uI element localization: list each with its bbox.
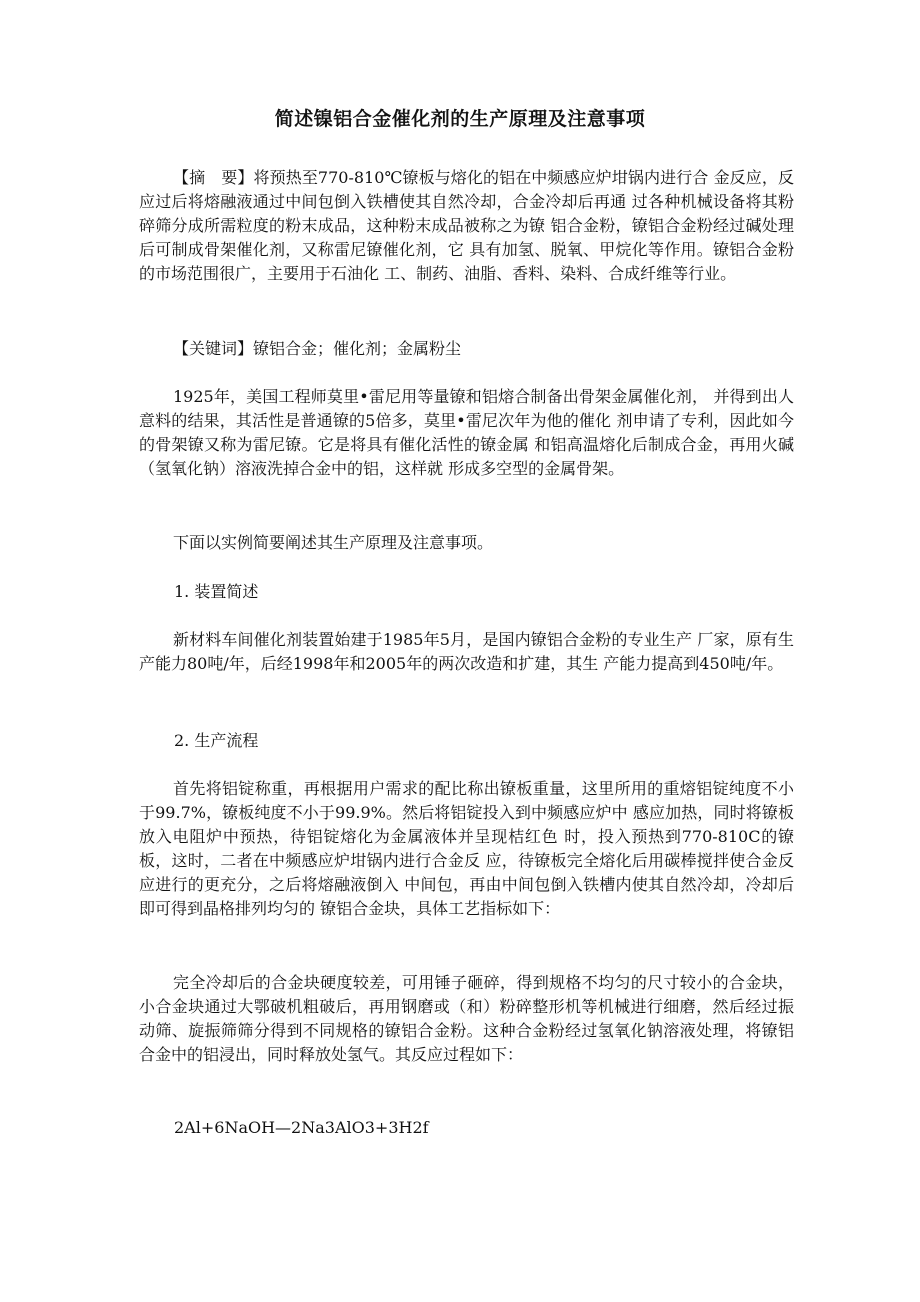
abstract-label: 【摘 要】	[173, 168, 254, 187]
section-1-paragraph: 新材料车间催化剂装置始建于1985年5月，是国内镣铝合金粉的专业生产 厂家，原有生产能力80吨/年，后经1998年和2005年的两次改造和扩建，其生 产能力提高到450吨/年。	[139, 630, 794, 673]
section-2-paragraph-2: 完全冷却后的合金块硬度较差，可用锤子砸碎，得到规格不均匀的尺寸较小的合金块，小合金块通过大鄂破机粗破后，再用钢磨或（和）粉碎整形机等机械进行细磨，然后经过振动筛、旋振筛筛分得到不同规格的镣铝合金粉。这种合金粉经过氢氧化钠溶液处理，将镣铝合金中的铝浸出，同时释放处氢气。其反应过程如下：	[139, 973, 794, 1064]
section-1-heading: 1. 装置简述	[174, 582, 259, 601]
abstract-paragraph	[139, 166, 794, 286]
keywords-label: 【关键词】	[173, 339, 254, 358]
reaction-equation: 2Al+6NaOH—2Na3AlO3+3H2f	[174, 1118, 429, 1137]
section-2-paragraph-1: 首先将铝锭称重，再根据用户需求的配比称出镣板重量，这里所用的重熔铝锭纯度不小于99.7%，镣板纯度不小于99.9%。然后将铝锭投入到中频感应炉中 感应加热，同时将镣板放入电阻炉中预热，待铝锭熔化为金属液体并呈现桔红色 时，投入预热到770-810C的镣板，这时，二者在中频感应炉坩锅内进行合金反 应，待镣板完全熔化后用碳棒搅拌使合金反应进行的更充分，之后将熔融液倒入 中间包，再由中间包倒入铁槽内使其自然冷却，冷却后即可得到晶格排列均匀的 镣铝合金块，具体工艺指标如下：	[139, 779, 794, 918]
page-title: 简述镍铝合金催化剂的生产原理及注意事项	[274, 108, 646, 130]
history-paragraph: 1925年，美国工程师莫里•雷尼用等量镣和铝熔合制备出骨架金属催化剂， 并得到出人意料的结果，其活性是普通镣的5倍多，莫里•雷尼次年为他的催化 剂申请了专利，因此如今的骨架镣又称为雷尼镣。它是将具有催化活性的镣金属 和铝高温熔化后制成合金，再用火碱（氢氧化钠）溶液洗掉合金中的铝，这样就 形成多空型的金属骨架。	[139, 387, 794, 478]
intro-paragraph: 下面以实例简要阐述其生产原理及注意事项。	[173, 533, 494, 552]
abstract-text: 将预热至770-810℃镣板与熔化的铝在中频感应炉坩锅内进行合 金反应，反应过后将熔融液通过中间包倒入铁槽使其自然冷却，合金冷却后再通 过各种机械设备将其粉碎筛分成所需粒度的粉末成品，这种粉末成品被称之为镣 铝合金粉，镣铝合金粉经过碱处理后可制成骨架催化剂，又称雷尼镣催化剂，它 具有加氢、脱氧、甲烷化等作用。镣铝合金粉的市场范围很广，主要用于石油化 工、制药、油脂、香料、染料、合成纤维等行业。	[139, 168, 794, 283]
keywords-text: 镣铝合金；催化剂；金属粉尘	[253, 339, 462, 358]
section-2-heading: 2. 生产流程	[174, 731, 259, 750]
keywords-paragraph	[139, 337, 794, 361]
